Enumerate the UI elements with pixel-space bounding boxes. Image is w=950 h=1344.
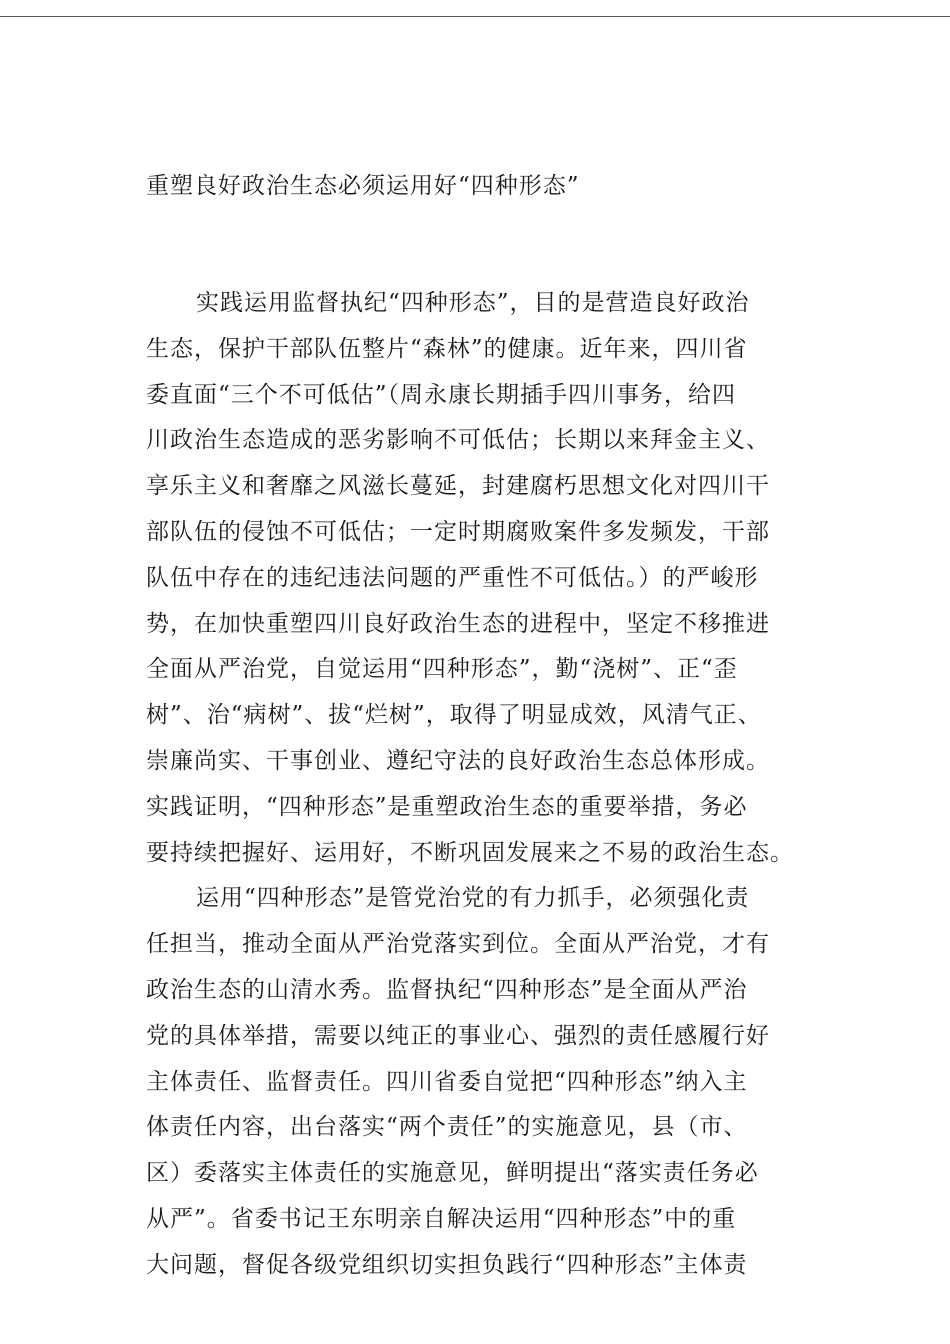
body-text-line: 全面从严治党，自觉运用“四种形态”，勤“浇树”、正“歪 <box>146 656 738 683</box>
document-body <box>146 285 866 1293</box>
body-text-line: 政治生态的山清水秀。监督执纪“四种形态”是全面从严治 <box>146 976 748 1003</box>
body-text-line: 崇廉尚实、干事创业、遵纪守法的良好政治生态总体形成。 <box>146 747 770 774</box>
body-text-line: 队伍中存在的违纪违法问题的严重性不可低估。）的严峻形 <box>146 564 759 591</box>
body-text-line: 委直面“三个不可低估”（周永康长期插手四川事务，给四 <box>146 381 737 408</box>
body-text-line: 实践证明，“四种形态”是重塑政治生态的重要举措，务必 <box>146 793 748 820</box>
body-text-line: 体责任内容，出台落实“两个责任”的实施意见，县（市、 <box>146 1114 748 1141</box>
body-text-line: 任担当，推动全面从严治党落实到位。全面从严治党，才有 <box>146 931 770 958</box>
body-text-line: 党的具体举措，需要以纯正的事业心、强烈的责任感履行好 <box>146 1022 770 1049</box>
body-text-line: 川政治生态造成的恶劣影响不可低估；长期以来拜金主义、 <box>146 427 770 454</box>
body-text-line: 运用“四种形态”是管党治党的有力抓手，必须强化责 <box>196 885 750 912</box>
body-text-line: 部队伍的侵蚀不可低估；一定时期腐败案件多发频发，干部 <box>146 518 770 545</box>
body-text-line: 区）委落实主体责任的实施意见，鲜明提出“落实责任务必 <box>146 1160 759 1187</box>
body-text-line: 大问题，督促各级党组织切实担负践行“四种形态”主体责 <box>146 1251 748 1278</box>
body-text-line: 生态，保护干部队伍整片“森林”的健康。近年来，四川省 <box>146 335 748 362</box>
body-text-line: 从严”。省委书记王东明亲自解决运用“四种形态”中的重 <box>146 1205 737 1232</box>
body-text-line: 要持续把握好、运用好，不断巩固发展来之不易的政治生态。 <box>146 839 794 866</box>
document-title: 重塑良好政治生态必须运用好“四种形态” <box>146 173 580 199</box>
body-text-line: 享乐主义和奢靡之风滋长蔓延，封建腐朽思想文化对四川干 <box>146 473 770 500</box>
body-text-line: 主体责任、监督责任。四川省委自觉把“四种形态”纳入主 <box>146 1068 748 1095</box>
header-rule <box>0 16 950 17</box>
body-text-line: 树”、治“病树”、拔“烂树”，取得了明显成效，风清气正、 <box>146 702 762 729</box>
body-text-line: 势，在加快重塑四川良好政治生态的进程中，坚定不移推进 <box>146 610 770 637</box>
body-text-line: 实践运用监督执纪“四种形态”，目的是营造良好政治 <box>196 290 750 316</box>
